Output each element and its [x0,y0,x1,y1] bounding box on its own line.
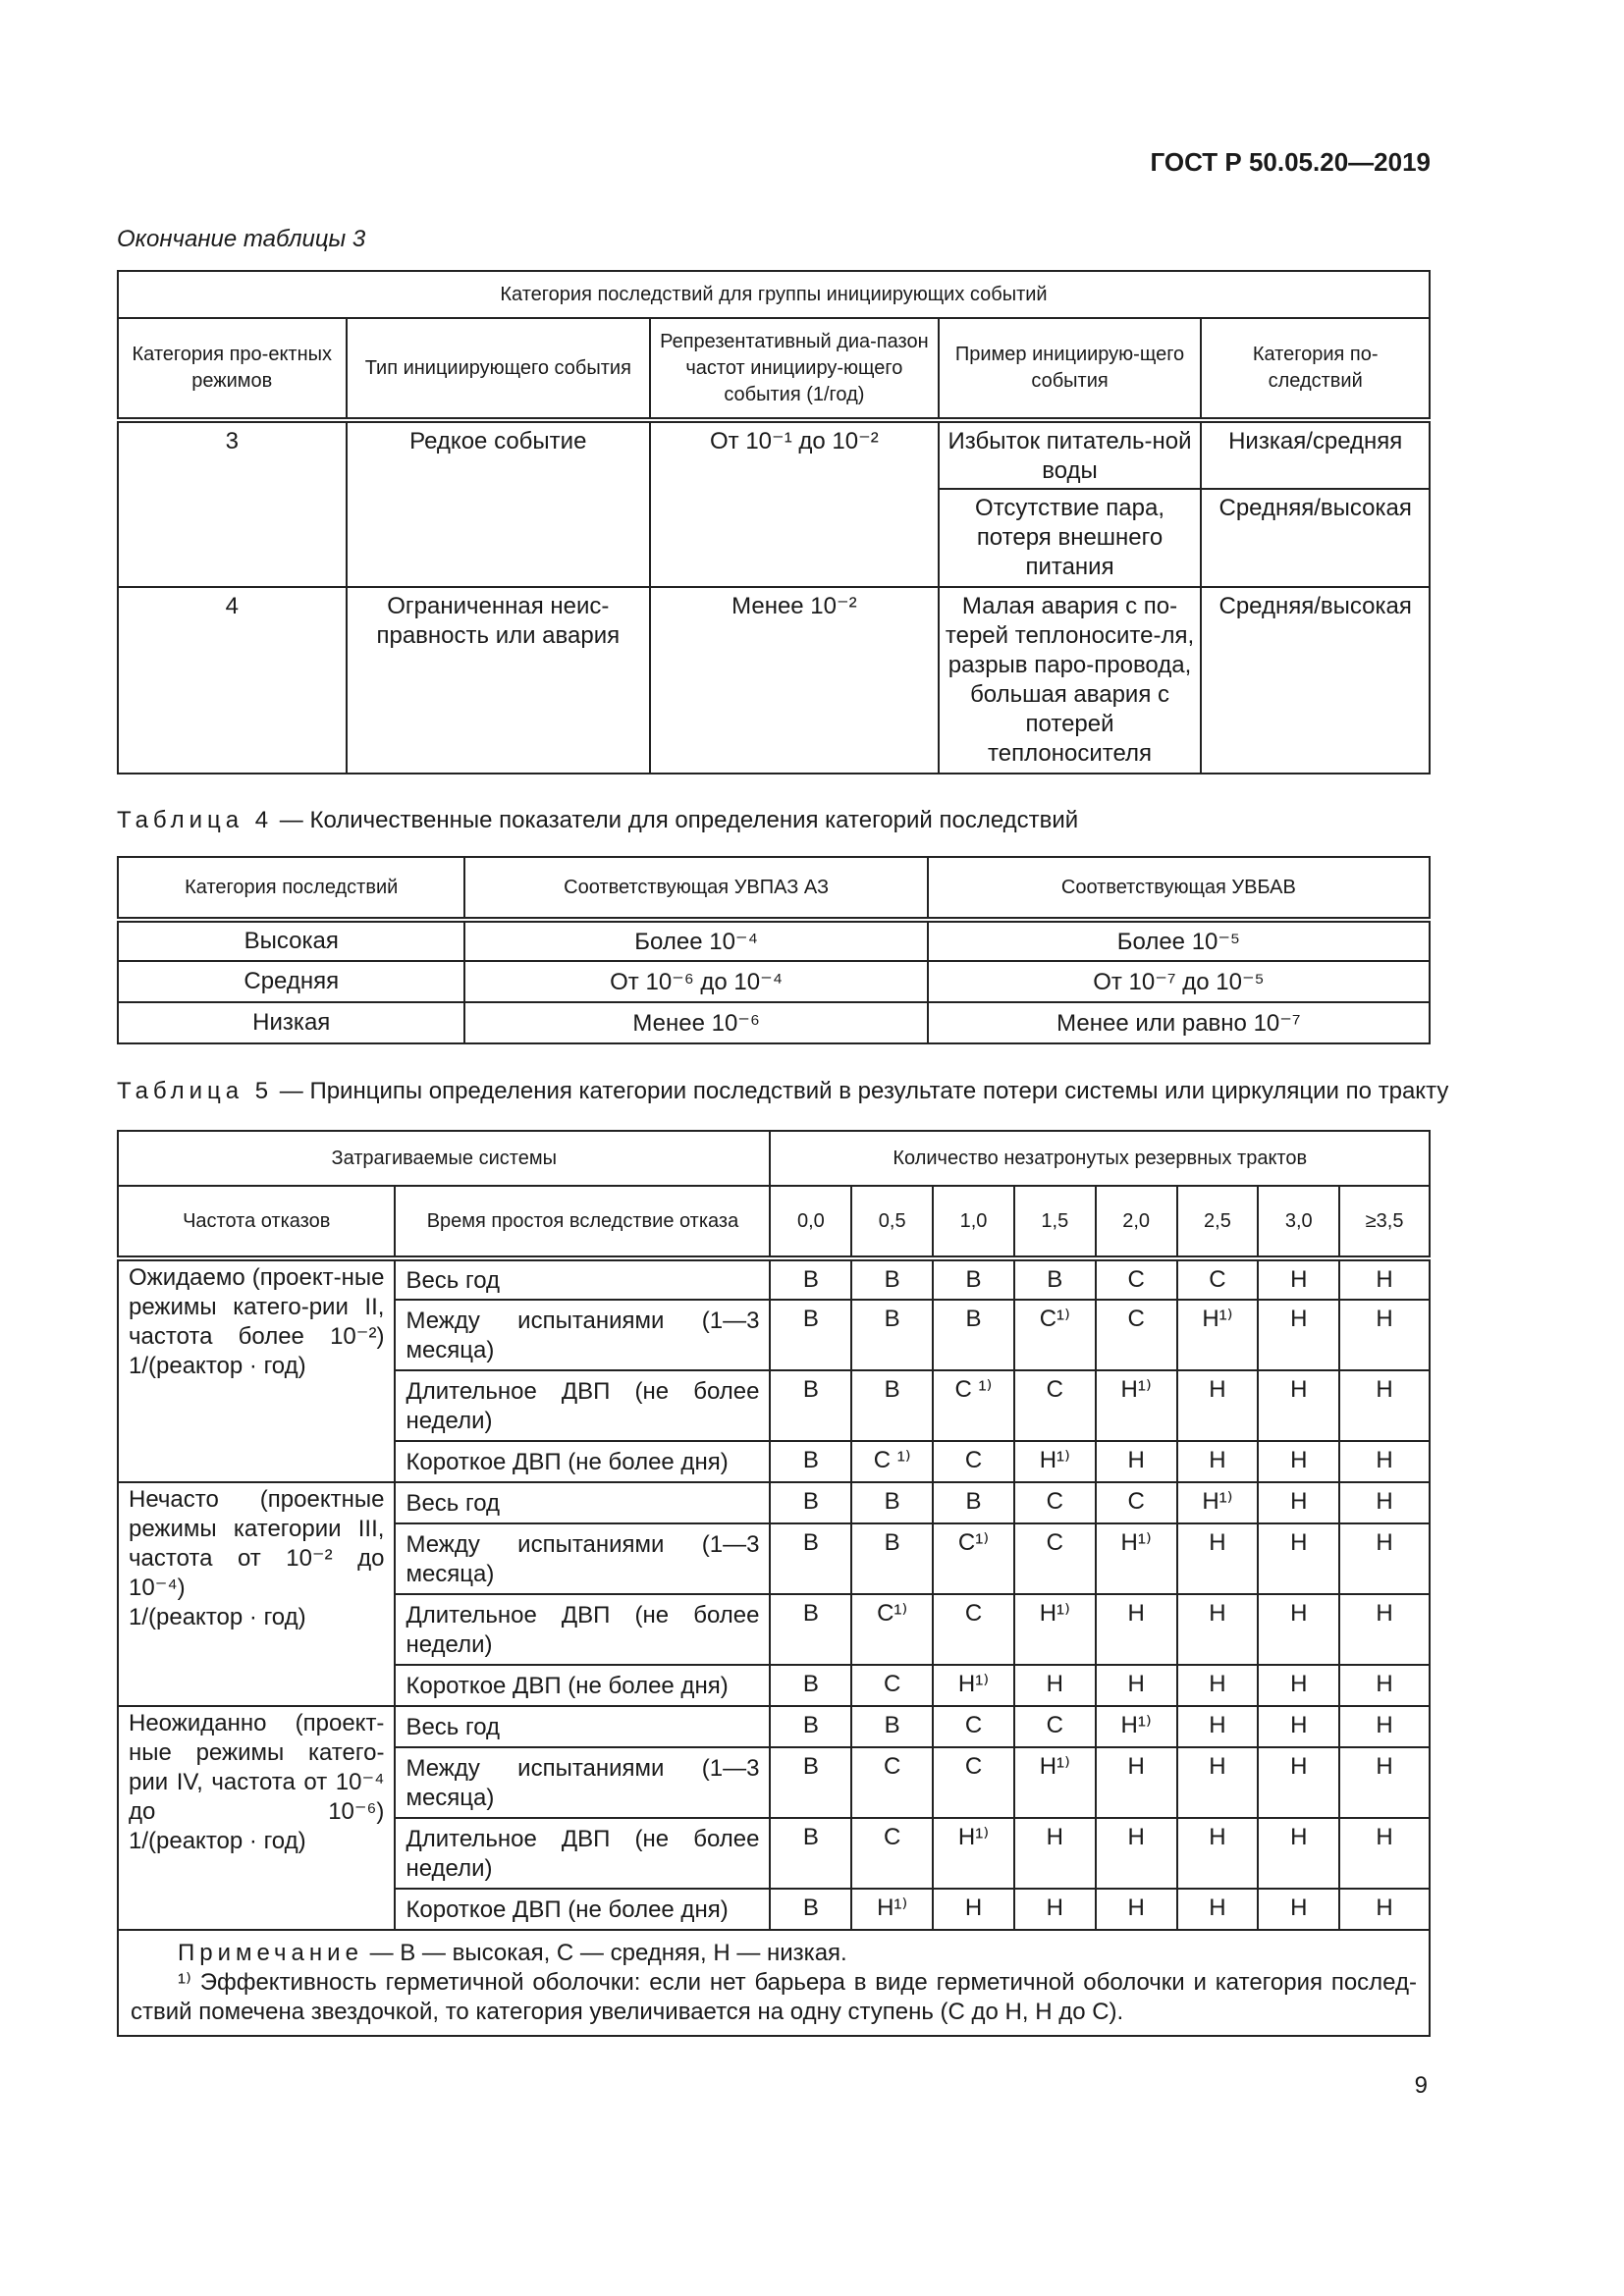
table3-cell-range: Менее 10⁻² [650,587,939,774]
table5-category-cell: С [1014,1523,1096,1594]
table3-cell-category: 4 [118,587,347,774]
table5-category-cell: Н [1096,1747,1177,1818]
table3-cell-consequence: Низкая/средняя [1201,420,1430,489]
table5-category-cell: В [851,1258,933,1300]
table5-category-cell: Н [1339,1818,1430,1889]
table5-category-cell: Н [1339,1747,1430,1818]
table3-col-type: Тип инициирующего события [347,318,651,420]
table5-category-cell: Н [1339,1665,1430,1706]
table5-category-cell: С [1014,1370,1096,1441]
table3-col-example: Пример инициирую-щего события [939,318,1202,420]
table4-cell: Менее 10⁻⁶ [464,1002,927,1043]
table5-downtime-cell: Между испытаниями (1—3 месяца) [395,1747,770,1818]
table5-category-cell: В [770,1747,851,1818]
table5-category-cell: Н [1096,1665,1177,1706]
table5-category-cell: Н [1177,1523,1259,1594]
frequency-unit: 1/(реактор · год) [129,1828,306,1854]
table5-downtime-cell: Весь год [395,1258,770,1300]
table5-downtime-cell: Весь год [395,1706,770,1747]
table5-category-cell: Н [1258,1594,1339,1665]
table5-category-cell: С [851,1665,933,1706]
table5-category-cell: В [770,1300,851,1370]
table5-category-cell: С [1096,1482,1177,1523]
table5-category-cell: Н¹⁾ [1096,1706,1177,1747]
table5-path-count: ≥3,5 [1339,1186,1430,1258]
table5-category-cell: Н [1339,1594,1430,1665]
table5-category-cell: Н¹⁾ [933,1818,1014,1889]
table5-category-cell: С [933,1594,1014,1665]
table5-header-downtime: Время простоя вследствие отказа [395,1186,770,1258]
table5-category-cell: Н [1339,1523,1430,1594]
table5-category-cell: С [1096,1300,1177,1370]
note-label: Примечание [178,1940,363,1966]
table5-category-cell: В [851,1370,933,1441]
frequency-label: Нечасто (проектные режимы категории III, частота от 10⁻² до 10⁻⁴) [129,1486,385,1601]
table4-caption [117,807,1078,834]
table4-caption-label: Таблица 4 [117,807,274,833]
table5-header-paths: Количество незатронутых резервных трактов [770,1131,1430,1186]
table5-downtime-cell: Длительное ДВП (не более недели) [395,1818,770,1889]
table5-category-cell: Н [1096,1441,1177,1482]
frequency-unit: 1/(реактор · год) [129,1353,306,1379]
table3-cell-type: Редкое событие [347,420,651,587]
table4 [117,856,1431,1044]
table3-cell-consequence: Средняя/высокая [1201,587,1430,774]
table5-category-cell: Н¹⁾ [1014,1441,1096,1482]
table4-col-uvpaz: Соответствующая УВПАЗ АЗ [464,857,927,920]
table5-category-cell: Н [933,1889,1014,1930]
table3-cell-type: Ограниченная неис-правность или авария [347,587,651,774]
table5-category-cell: С¹⁾ [851,1594,933,1665]
frequency-label: Неожиданно (проект-ные режимы катего-рии IV, частота от 10⁻⁴ до 10⁻⁶) [129,1710,385,1825]
table5-category-cell: Н [1177,1441,1259,1482]
table5-category-cell: Н [1258,1747,1339,1818]
table5-category-cell: В [770,1594,851,1665]
table3-cell-example: Отсутствие пара, потеря внешнего питания [939,489,1202,587]
table5-category-cell: В [1014,1258,1096,1300]
table5-frequency-cell [118,1482,395,1706]
table5-row [118,1482,1430,1523]
table5-category-cell: С¹⁾ [1014,1300,1096,1370]
table5-category-cell: Н [1258,1523,1339,1594]
table4-col-uvbav: Соответствующая УВБАВ [928,857,1430,920]
table4-cell: Менее или равно 10⁻⁷ [928,1002,1430,1043]
table5-category-cell: Н [1339,1482,1430,1523]
table3-cell-consequence: Средняя/высокая [1201,489,1430,587]
table5-downtime-cell: Короткое ДВП (не более дня) [395,1889,770,1930]
table5-category-cell: В [770,1441,851,1482]
table5-category-cell: Н [1096,1889,1177,1930]
table4-cell: Более 10⁻⁵ [928,920,1430,961]
table5-path-count: 1,5 [1014,1186,1096,1258]
table5-downtime-cell: Короткое ДВП (не более дня) [395,1441,770,1482]
table5-category-cell: С¹⁾ [933,1523,1014,1594]
table3-cell-example: Избыток питатель-ной воды [939,420,1202,489]
table5-category-cell: С [1014,1482,1096,1523]
page-number: 9 [1414,2072,1428,2099]
table4-cell: Высокая [118,920,464,961]
table5-category-cell: С [851,1747,933,1818]
table5-category-cell: Н¹⁾ [1096,1523,1177,1594]
table5-category-cell: В [933,1258,1014,1300]
table5-category-cell: В [933,1300,1014,1370]
table5-category-cell: Н [1339,1889,1430,1930]
frequency-label: Ожидаемо (проект-ные режимы катего-рии II, частота более 10⁻²) [129,1264,385,1350]
table5-category-cell: Н [1014,1818,1096,1889]
table5-category-cell: Н [1258,1818,1339,1889]
table5-category-cell: Н [1339,1258,1430,1300]
table5-note [118,1930,1430,2036]
table5-category-cell: В [770,1665,851,1706]
table5-category-cell: Н¹⁾ [1177,1300,1259,1370]
table5-row [118,1706,1430,1747]
table5-category-cell: В [770,1482,851,1523]
table3-col-range: Репрезентативный диа-пазон частот иницииру-ющего события (1/год) [650,318,939,420]
table3-cell-category: 3 [118,420,347,587]
table5-category-cell: С ¹⁾ [933,1370,1014,1441]
footnote: ¹⁾ Эффективность герметичной оболочки: если нет барьера в виде герметичной оболочки и категория послед-ствий помечена звездочкой, то категория увеличивается на одну ступень (С до Н, Н до С). [131,1969,1417,2025]
table5-frequency-cell [118,1258,395,1482]
table5-category-cell: В [851,1523,933,1594]
table5-category-cell: Н [1177,1818,1259,1889]
table5-category-cell: Н [1014,1665,1096,1706]
table4-cell: Более 10⁻⁴ [464,920,927,961]
table4-col-category: Категория последствий [118,857,464,920]
table5-category-cell: Н¹⁾ [1014,1594,1096,1665]
table5-category-cell: С ¹⁾ [851,1441,933,1482]
table3-col-category: Категория про-ектных режимов [118,318,347,420]
table5-category-cell: Н [1258,1889,1339,1930]
table5-path-count: 3,0 [1258,1186,1339,1258]
table5-category-cell: В [770,1818,851,1889]
table5-category-cell: В [770,1258,851,1300]
table5-path-count: 1,0 [933,1186,1014,1258]
table4-cell: От 10⁻⁶ до 10⁻⁴ [464,961,927,1002]
table5-caption [117,1078,1448,1105]
table5 [117,1130,1431,2037]
table5-category-cell: Н [1014,1889,1096,1930]
table5-category-cell: Н [1177,1594,1259,1665]
table5-category-cell: С [1096,1258,1177,1300]
table5-category-cell: С [1177,1258,1259,1300]
table5-category-cell: В [770,1889,851,1930]
table5-category-cell: В [851,1706,933,1747]
table5-category-cell: С [1014,1706,1096,1747]
table3-cell-range: От 10⁻¹ до 10⁻² [650,420,939,587]
table5-category-cell: Н¹⁾ [933,1665,1014,1706]
document-code: ГОСТ Р 50.05.20—2019 [1150,147,1431,177]
note-line [131,1939,1417,1968]
table5-category-cell: Н [1258,1370,1339,1441]
table5-category-cell: В [851,1482,933,1523]
table5-category-cell: В [933,1482,1014,1523]
note-text: — В — высокая, С — средняя, Н — низкая. [362,1940,847,1966]
table5-category-cell: Н [1258,1300,1339,1370]
table5-category-cell: В [770,1370,851,1441]
table5-body [118,1258,1430,1930]
table4-cell: Средняя [118,961,464,1002]
table5-downtime-cell: Длительное ДВП (не более недели) [395,1594,770,1665]
table5-category-cell: Н¹⁾ [1096,1370,1177,1441]
table5-category-cell: Н [1258,1441,1339,1482]
table5-category-cell: Н [1339,1300,1430,1370]
table5-downtime-cell: Весь год [395,1482,770,1523]
frequency-unit: 1/(реактор · год) [129,1604,306,1630]
table4-caption-text: — Количественные показатели для определения категорий последствий [273,807,1079,833]
table5-downtime-cell: Короткое ДВП (не более дня) [395,1665,770,1706]
table5-category-cell: Н [1177,1889,1259,1930]
table4-cell: Низкая [118,1002,464,1043]
table5-category-cell: С [933,1441,1014,1482]
table5-downtime-cell: Длительное ДВП (не более недели) [395,1370,770,1441]
table5-category-cell: В [851,1300,933,1370]
table5-path-count: 0,5 [851,1186,933,1258]
table3-col-consequence: Категория по-следствий [1201,318,1430,420]
table5-category-cell: Н [1339,1370,1430,1441]
table5-caption-text: — Принципы определения категории последствий в результате потери системы или циркуляции по тракту [273,1078,1449,1104]
table5-row [118,1258,1430,1300]
table5-header-systems: Затрагиваемые системы [118,1131,770,1186]
table5-category-cell: С [933,1747,1014,1818]
table5-frequency-cell [118,1706,395,1930]
table5-category-cell: Н [1096,1594,1177,1665]
table5-category-cell: Н [1177,1706,1259,1747]
table5-path-count: 0,0 [770,1186,851,1258]
table5-downtime-cell: Между испытаниями (1—3 месяца) [395,1300,770,1370]
table5-path-count: 2,0 [1096,1186,1177,1258]
table5-category-cell: Н [1258,1258,1339,1300]
table5-category-cell: С [933,1706,1014,1747]
table3-cell-example: Малая авария с по-терей теплоносите-ля, разрыв паро-провода, большая авария с потерей теплоносителя [939,587,1202,774]
table5-category-cell: Н [1258,1706,1339,1747]
table5-category-cell: С [851,1818,933,1889]
table5-category-cell: В [770,1523,851,1594]
table3 [117,270,1431,774]
table5-category-cell: Н¹⁾ [1177,1482,1259,1523]
table5-category-cell: Н [1339,1706,1430,1747]
table5-header-frequency: Частота отказов [118,1186,395,1258]
table5-category-cell: Н [1177,1370,1259,1441]
table5-category-cell: Н [1339,1441,1430,1482]
table5-category-cell: Н¹⁾ [1014,1747,1096,1818]
table5-category-cell: Н¹⁾ [851,1889,933,1930]
table4-cell: От 10⁻⁷ до 10⁻⁵ [928,961,1430,1002]
table5-category-cell: Н [1258,1482,1339,1523]
table3-title: Категория последствий для группы инициирующих событий [118,271,1430,318]
table5-category-cell: Н [1096,1818,1177,1889]
table3-caption: Окончание таблицы 3 [117,226,366,252]
table5-category-cell: В [770,1706,851,1747]
table5-category-cell: Н [1177,1665,1259,1706]
table5-path-count: 2,5 [1177,1186,1259,1258]
table5-category-cell: Н [1258,1665,1339,1706]
table5-downtime-cell: Между испытаниями (1—3 месяца) [395,1523,770,1594]
table5-caption-label: Таблица 5 [117,1078,274,1104]
table5-category-cell: Н [1177,1747,1259,1818]
